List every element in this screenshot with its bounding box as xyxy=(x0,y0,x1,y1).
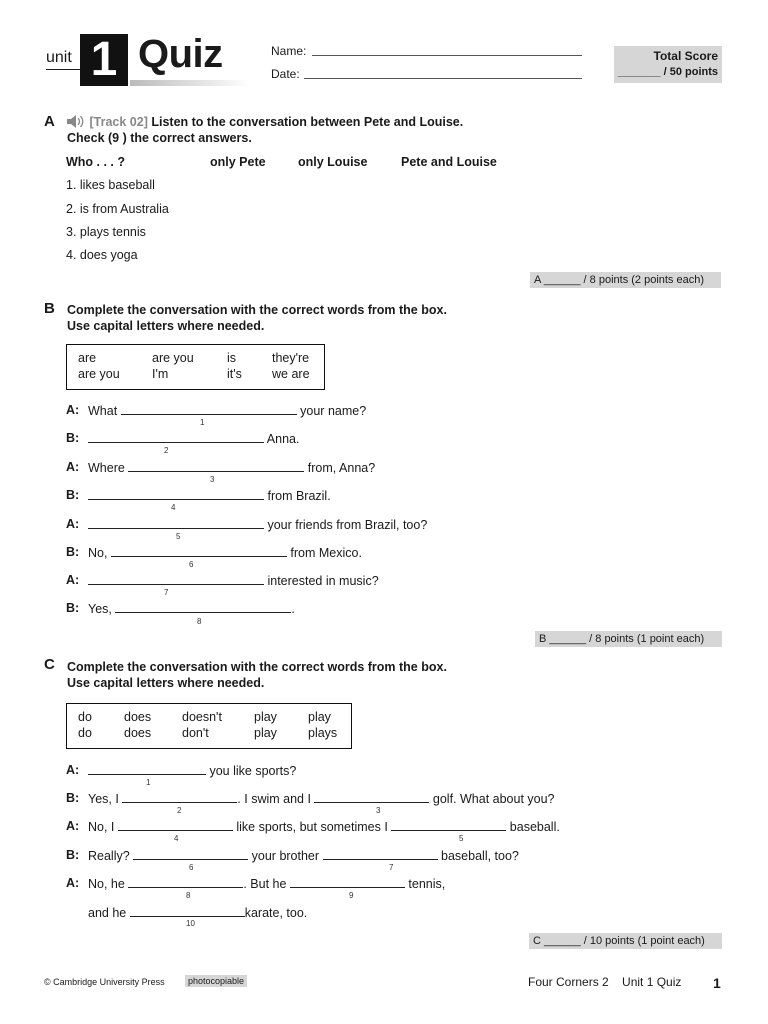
list-item: 2. is from Australia xyxy=(66,202,169,216)
blank-number: 6 xyxy=(189,560,194,569)
text-after: baseball. xyxy=(509,820,560,834)
total-score-points: _______ / 50 points xyxy=(617,66,718,78)
dialogue-line xyxy=(88,763,296,778)
speaker-label: B: xyxy=(66,601,80,615)
answer-blank[interactable] xyxy=(130,905,245,917)
box-word: does xyxy=(124,726,152,740)
track-number: [Track 02] xyxy=(89,115,148,129)
text-before: No, xyxy=(88,546,108,560)
speaker-label: A: xyxy=(66,460,80,474)
blank-number: 10 xyxy=(186,919,195,928)
speaker-label: B: xyxy=(66,488,80,502)
title-shadow xyxy=(130,80,250,86)
blank-number: 1 xyxy=(200,418,205,427)
box-word: it's xyxy=(227,367,242,381)
list-item: 1. likes baseball xyxy=(66,178,155,192)
unit-underline xyxy=(46,69,80,70)
answer-blank[interactable] xyxy=(290,876,405,888)
quiz-title: Quiz xyxy=(138,32,223,76)
text-after: from, Anna? xyxy=(307,461,376,475)
text-before: What xyxy=(88,404,118,418)
section-c-instruction-1: Complete the conversation with the correct words from the box. xyxy=(67,660,447,674)
text-before: and he xyxy=(88,906,127,920)
blank-number: 8 xyxy=(186,891,191,900)
box-word: are you xyxy=(152,351,194,365)
answer-blank[interactable] xyxy=(88,763,206,775)
answer-blank[interactable] xyxy=(115,601,291,613)
copyright-text: © Cambridge University Press xyxy=(44,977,165,987)
name-line xyxy=(312,55,582,56)
text-before: Yes, I xyxy=(88,792,119,806)
answer-blank[interactable] xyxy=(133,848,248,860)
total-score-title: Total Score xyxy=(653,49,718,63)
box-word: they're xyxy=(272,351,310,365)
blank-number: 9 xyxy=(349,891,354,900)
dialogue-line xyxy=(88,517,427,532)
list-item: 3. plays tennis xyxy=(66,225,146,239)
box-word: are xyxy=(78,351,97,365)
text-after: . xyxy=(291,602,295,616)
column-only-louise: only Louise xyxy=(298,155,368,169)
dialogue-line xyxy=(88,403,366,418)
page-number: 1 xyxy=(713,975,721,991)
blank-number: 3 xyxy=(376,806,381,815)
box-word: don't xyxy=(182,726,209,740)
answer-blank[interactable] xyxy=(323,848,438,860)
answer-blank[interactable] xyxy=(88,431,264,443)
box-word: do xyxy=(78,710,92,724)
speaker-label: B: xyxy=(66,545,80,559)
text-before: Yes, xyxy=(88,602,112,616)
text-mid: your brother xyxy=(251,849,320,863)
blank-number: 7 xyxy=(389,863,394,872)
section-b-instruction-2: Use capital letters where needed. xyxy=(67,319,265,333)
blank-number: 8 xyxy=(197,617,202,626)
text-after: from Brazil. xyxy=(267,489,331,503)
text-after: interested in music? xyxy=(267,574,379,588)
box-word: play xyxy=(254,726,277,740)
dialogue-line xyxy=(88,848,519,863)
text-after: your name? xyxy=(300,404,367,418)
box-word: is xyxy=(227,351,237,365)
answer-blank[interactable] xyxy=(88,573,264,585)
speaker-label: B: xyxy=(66,848,80,862)
box-word: play xyxy=(254,710,277,724)
answer-blank[interactable] xyxy=(118,819,233,831)
section-b-instruction-1: Complete the conversation with the correct words from the box. xyxy=(67,303,447,317)
blank-number: 5 xyxy=(459,834,464,843)
section-b-letter: B xyxy=(44,300,55,317)
box-word: we are xyxy=(272,367,310,381)
text-before: No, he xyxy=(88,877,125,891)
answer-blank[interactable] xyxy=(314,791,429,803)
section-a-letter: A xyxy=(44,113,55,130)
column-who: Who . . . ? xyxy=(66,155,126,169)
text-mid: . But he xyxy=(243,877,287,891)
blank-number: 7 xyxy=(164,588,169,597)
speaker-label: A: xyxy=(66,763,80,777)
dialogue-line xyxy=(88,460,375,475)
answer-blank[interactable] xyxy=(88,517,264,529)
dialogue-line xyxy=(88,791,555,806)
column-only-pete: only Pete xyxy=(210,155,266,169)
date-line xyxy=(304,78,582,79)
answer-blank[interactable] xyxy=(88,488,264,500)
text-after: golf. What about you? xyxy=(432,792,555,806)
section-a-instruction-2: Check (9 ) the correct answers. xyxy=(67,131,252,145)
unit-label: unit xyxy=(46,49,72,66)
box-word: are you xyxy=(78,367,120,381)
box-word: doesn't xyxy=(182,710,222,724)
dialogue-line xyxy=(88,819,560,834)
speaker-label: A: xyxy=(66,819,80,833)
blank-number: 3 xyxy=(210,475,215,484)
blank-number: 2 xyxy=(177,806,182,815)
blank-number: 5 xyxy=(176,532,181,541)
speaker-label: A: xyxy=(66,517,80,531)
list-item: 4. does yoga xyxy=(66,248,138,262)
section-a-instruction-1 xyxy=(66,115,463,129)
answer-blank[interactable] xyxy=(128,460,304,472)
text-after: your friends from Brazil, too? xyxy=(267,518,428,532)
speaker-label: A: xyxy=(66,573,80,587)
unit-number: 1 xyxy=(80,34,128,86)
box-word: does xyxy=(124,710,152,724)
blank-number: 4 xyxy=(171,503,176,512)
text-after: tennis, xyxy=(408,877,446,891)
photocopiable-badge: photocopiable xyxy=(185,975,247,987)
answer-blank[interactable] xyxy=(391,819,506,831)
dialogue-line xyxy=(88,545,362,560)
text-after: you like sports? xyxy=(209,764,297,778)
text-after: Anna. xyxy=(266,432,300,446)
book-title: Four Corners 2 Unit 1 Quiz xyxy=(528,975,682,989)
date-label: Date: xyxy=(271,67,300,81)
answer-blank[interactable] xyxy=(122,791,237,803)
speaker-label: B: xyxy=(66,431,80,445)
text-mid: . I swim and I xyxy=(237,792,311,806)
box-word: play xyxy=(308,710,331,724)
section-b-score: B ______ / 8 points (1 point each) xyxy=(535,631,722,647)
column-pete-and-louise: Pete and Louise xyxy=(401,155,497,169)
dialogue-line xyxy=(88,601,295,616)
text-before: No, I xyxy=(88,820,115,834)
speaker-label: B: xyxy=(66,791,80,805)
dialogue-line xyxy=(88,431,299,446)
dialogue-line xyxy=(88,573,379,588)
dialogue-line xyxy=(88,905,307,920)
text-after: from Mexico. xyxy=(290,546,362,560)
answer-blank[interactable] xyxy=(128,876,243,888)
section-a-score: A ______ / 8 points (2 points each) xyxy=(530,272,721,288)
dialogue-line xyxy=(88,488,331,503)
box-word: do xyxy=(78,726,92,740)
text-after: karate, too. xyxy=(244,906,308,920)
name-label: Name: xyxy=(271,44,307,58)
section-c-letter: C xyxy=(44,656,55,673)
text-before: Where xyxy=(88,461,125,475)
section-c-instruction-2: Use capital letters where needed. xyxy=(67,676,265,690)
text-mid: like sports, but sometimes I xyxy=(236,820,388,834)
section-c-score: C ______ / 10 points (1 point each) xyxy=(529,933,722,949)
text-after: baseball, too? xyxy=(441,849,519,863)
speaker-icon xyxy=(66,115,86,128)
speaker-label: A: xyxy=(66,876,80,890)
instruction-text: Listen to the conversation between Pete and Louise. xyxy=(151,115,464,129)
box-word: plays xyxy=(308,726,338,740)
answer-blank[interactable] xyxy=(111,545,287,557)
text-before: Really? xyxy=(88,849,130,863)
answer-blank[interactable] xyxy=(121,403,297,415)
dialogue-line xyxy=(88,876,445,891)
blank-number: 4 xyxy=(174,834,179,843)
box-word: I'm xyxy=(152,367,169,381)
blank-number: 1 xyxy=(146,778,151,787)
speaker-label: A: xyxy=(66,403,80,417)
blank-number: 2 xyxy=(164,446,169,455)
blank-number: 6 xyxy=(189,863,194,872)
